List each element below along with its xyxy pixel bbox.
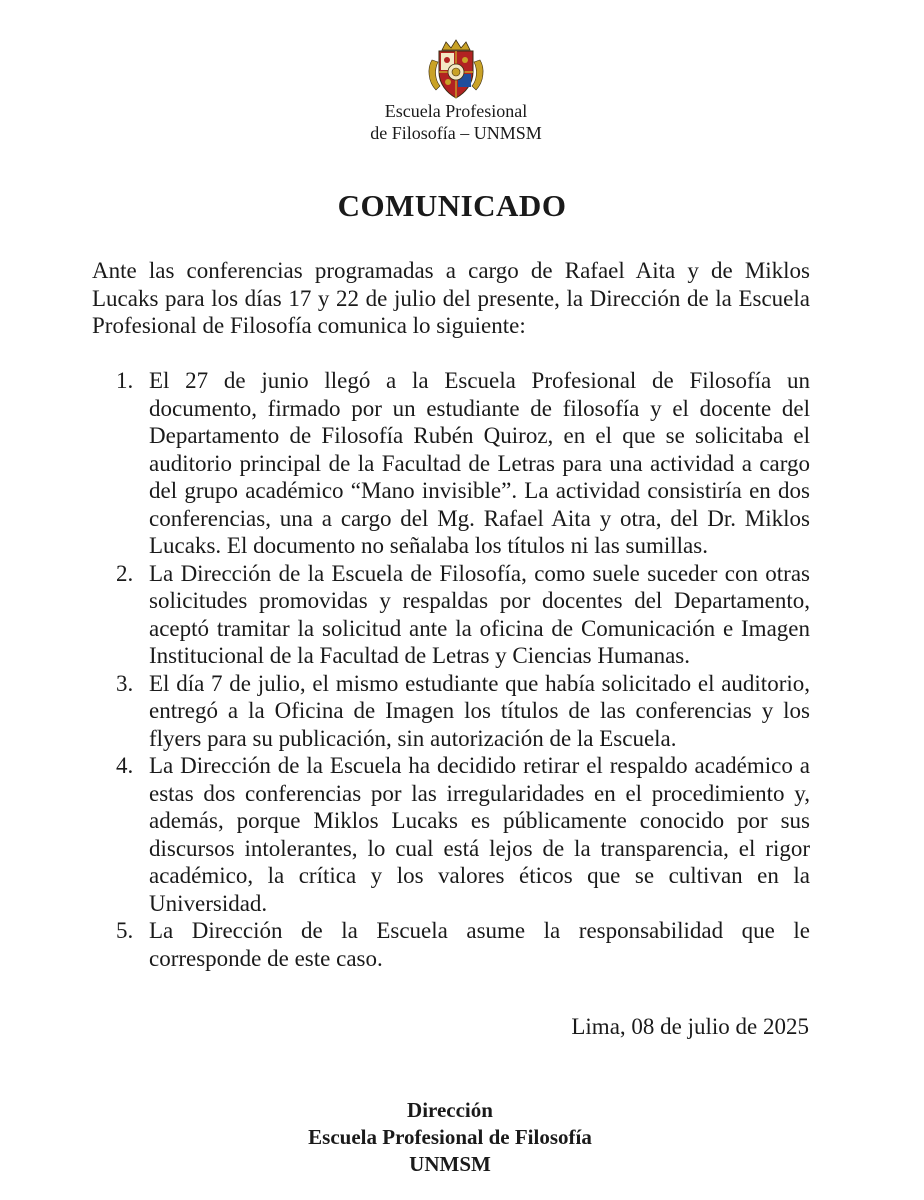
item-number: 1. xyxy=(116,368,134,393)
university-crest-icon xyxy=(424,38,488,102)
item-number: 4. xyxy=(116,753,134,778)
list-item xyxy=(116,367,810,560)
signature-office: Dirección xyxy=(407,1098,493,1122)
institution-name: Escuela Profesional xyxy=(384,101,528,121)
item-text: La Dirección de la Escuela ha decidido retirar el respaldo académico a estas dos conferencias por las irregularidades en el procedimiento y, además, porque Miklos Lucaks es públicamente conocido por sus discursos intolerantes, lo cual está lejos de la transparencia, el rigor académico, la crítica y los valores éticos que se cultivan en la Universidad. xyxy=(149,753,810,916)
item-number: 5. xyxy=(116,918,134,943)
item-number: 2. xyxy=(116,560,134,586)
institution-subname: de Filosofía – UNMSM xyxy=(370,123,542,143)
item-number: 3. xyxy=(116,670,134,696)
intro-paragraph: Ante las conferencias programadas a cargo de Rafael Aita y de Miklos Lucaks para los días 17 y 22 de julio del presente, la Dirección de la Escuela Profesional de Filosofía comunica lo siguiente: xyxy=(92,258,810,338)
item-text: El día 7 de julio, el mismo estudiante que había solicitado el auditorio, entregó a la Oficina de Imagen los títulos de las conferencias y los flyers para su publicación, sin autorización de la Escuela. xyxy=(149,670,810,751)
item-text: La Dirección de la Escuela asume la responsabilidad que le corresponde de este caso. xyxy=(149,918,810,971)
list-item xyxy=(116,752,810,917)
list-item xyxy=(116,670,810,753)
item-text: El 27 de junio llegó a la Escuela Profesional de Filosofía un documento, firmado por un estudiante de filosofía y el docente del Departamento de Filosofía Rubén Quiroz, en el que se solicitaba el auditorio principal de la Facultad de Letras para una actividad a cargo del grupo académico “Mano invisible”. La actividad consistiría en dos conferencias, una a cargo del Mg. Rafael Aita y otra, del Dr. Miklos Lucaks. El documento no señalaba los títulos ni las sumillas. xyxy=(149,368,810,558)
list-item xyxy=(116,917,810,972)
document-title: COMUNICADO xyxy=(337,188,567,223)
signature-school: Escuela Profesional de Filosofía xyxy=(308,1125,592,1149)
list-item xyxy=(116,560,810,670)
date-line: Lima, 08 de julio de 2025 xyxy=(571,1014,809,1039)
signature-university: UNMSM xyxy=(409,1152,491,1176)
item-text: La Dirección de la Escuela de Filosofía, como suele suceder con otras solicitudes promovidas y respaldas por docentes del Departamento, aceptó tramitar la solicitud ante la oficina de Comunicación e Imagen Institucional de la Facultad de Letras y Ciencias Humanas. xyxy=(149,560,810,668)
statement-list xyxy=(116,367,810,972)
